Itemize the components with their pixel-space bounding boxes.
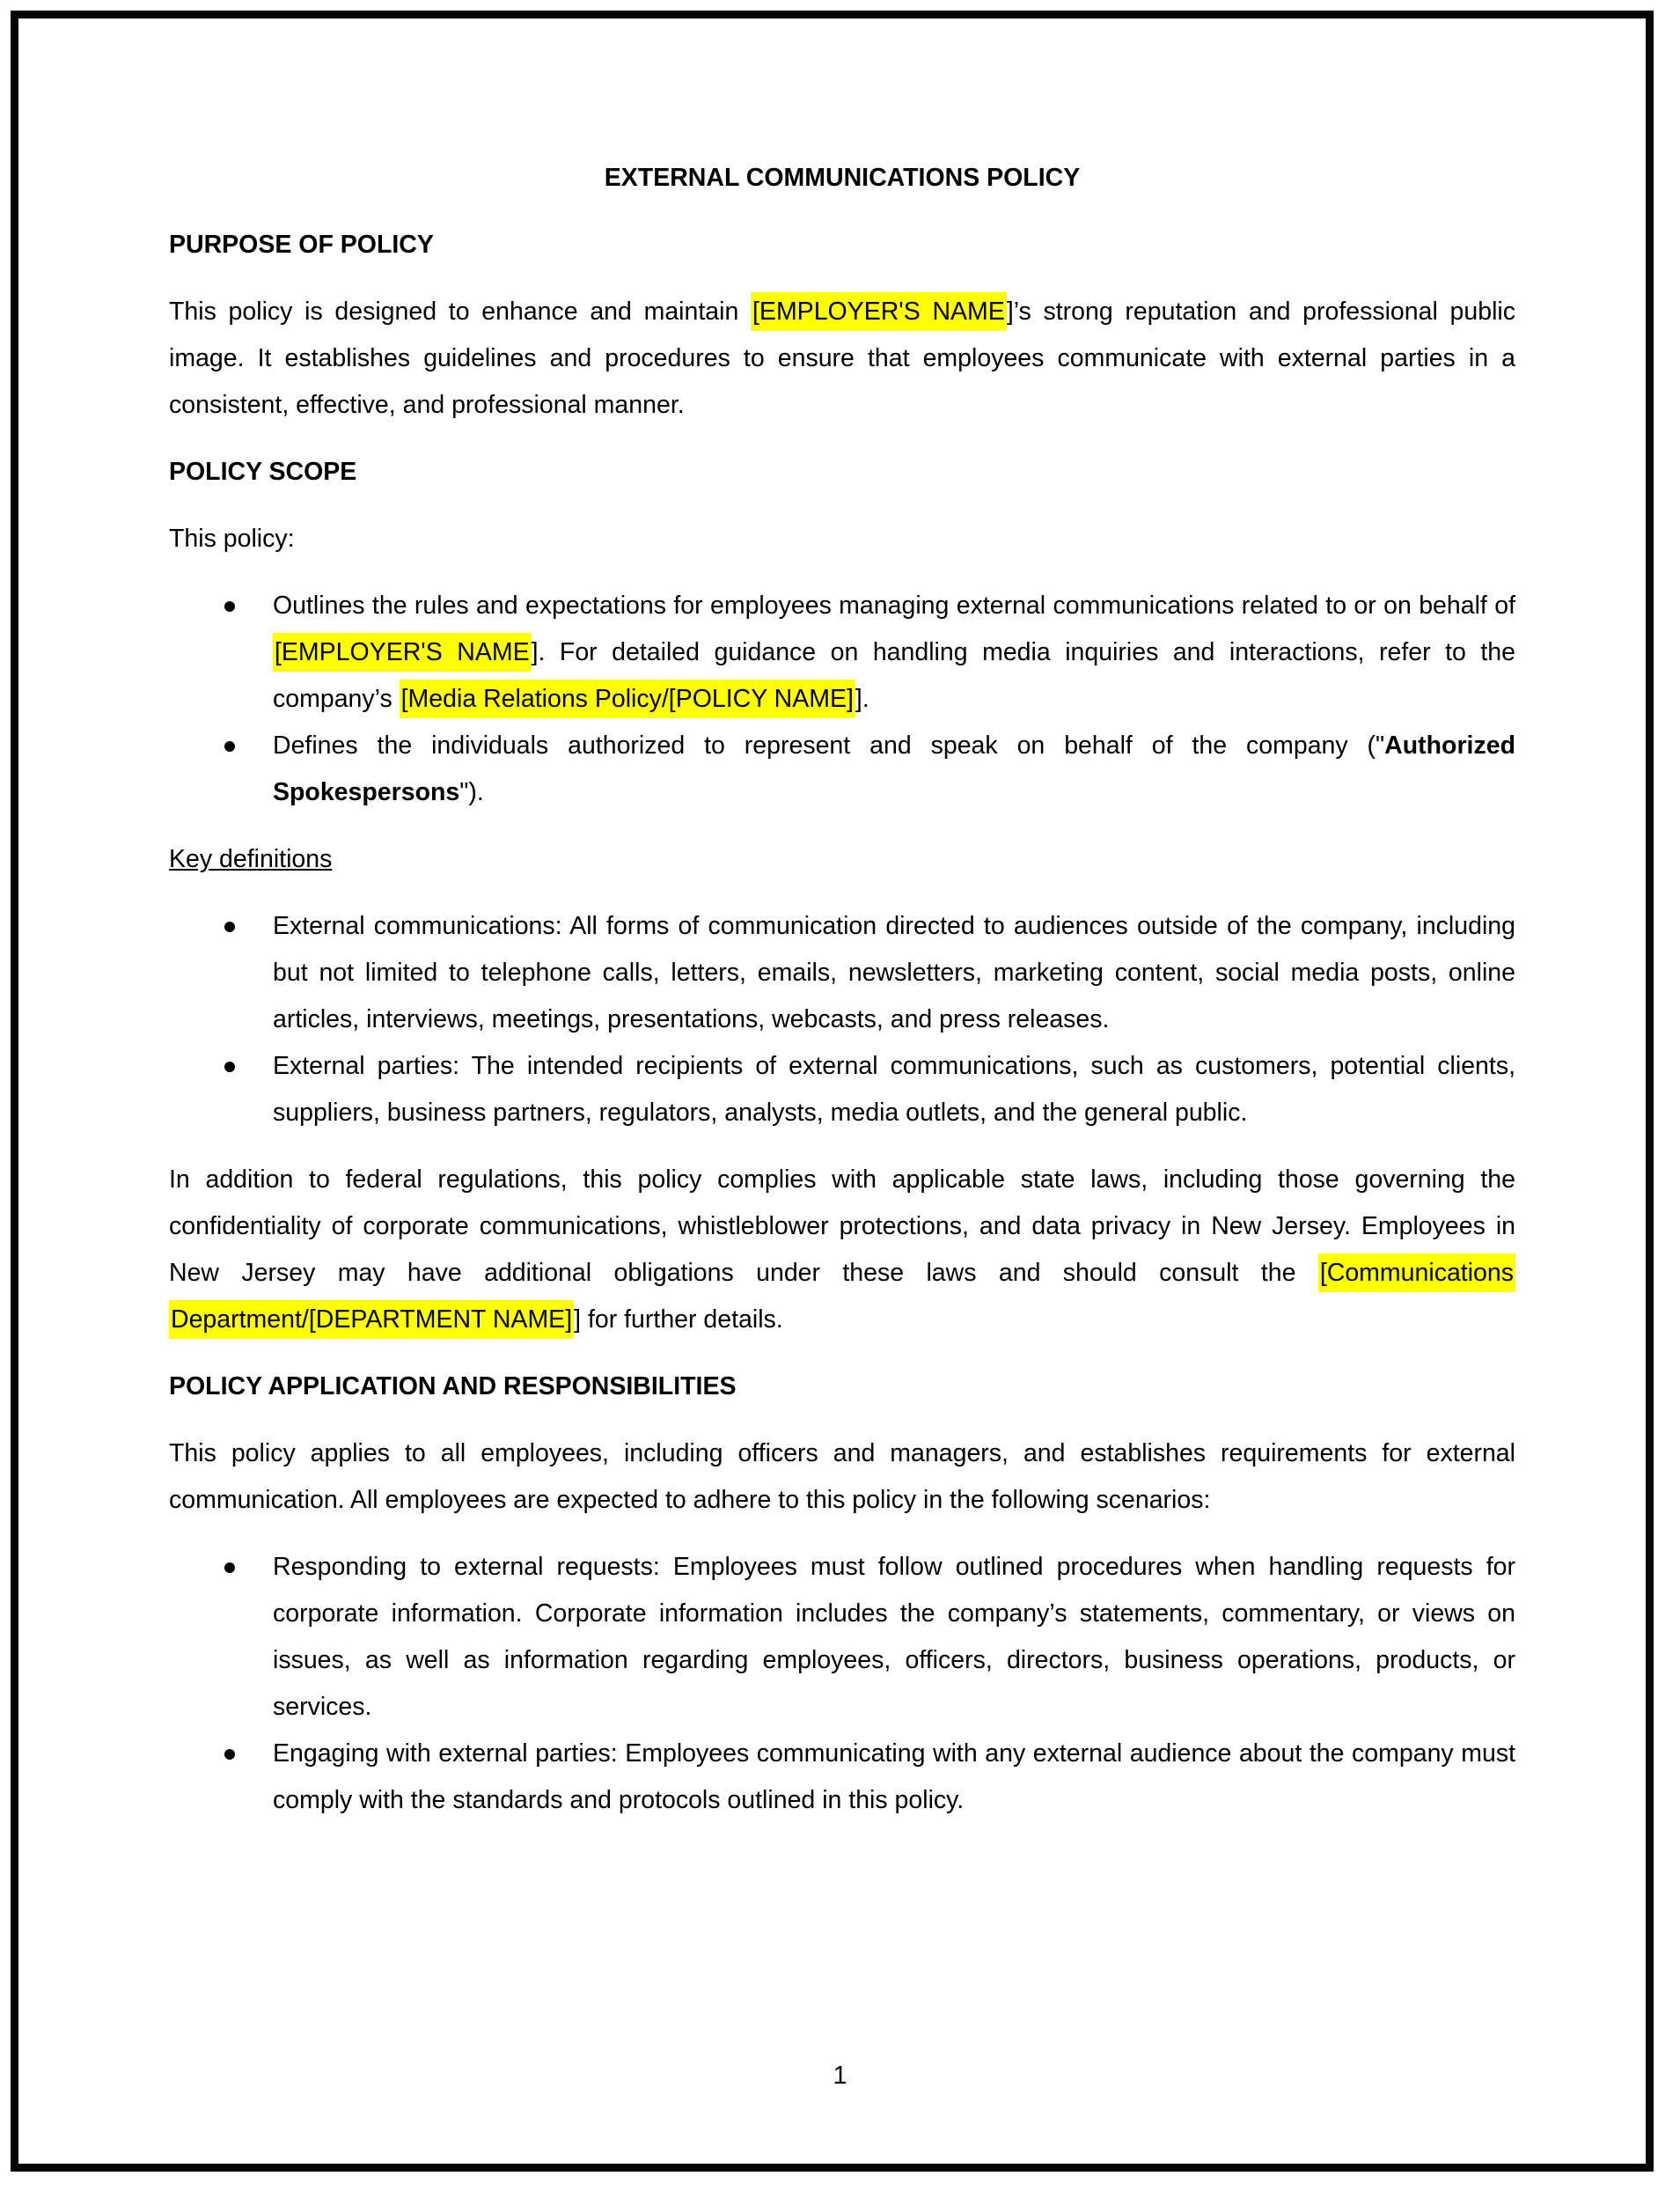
list-item-text: Outlines the rules and expectations for employees managing external communications related to or on behalf of [EMPLOYER'S NAME]. For detailed guidance on handling media inquiries and interactions, refer to the company’s [Media Relations Policy/[POLICY NAME]]. xyxy=(273,592,1515,718)
page-number: 1 xyxy=(833,2062,847,2090)
bullet-icon xyxy=(224,922,235,932)
application-intro: This policy applies to all employees, including officers and managers, and establishes requirements for external communication. All employees are expected to adhere to this policy in the following scenarios: xyxy=(169,1439,1515,1514)
list-item-text: Responding to external requests: Employees must follow outlined procedures when handling requests for corporate information. Corporate information includes the company’s statements, commentary, or views on issues, as well as information regarding employees, officers, directors, business operations, products, or services. xyxy=(273,1553,1515,1721)
bullet-icon xyxy=(224,601,235,612)
application-bullet-list xyxy=(169,1544,1515,1824)
bullet-icon xyxy=(224,1062,235,1072)
list-item-text: External parties: The intended recipients of external communications, such as customers, potential clients, suppliers, business partners, regulators, analysts, media outlets, and the general public. xyxy=(273,1052,1515,1127)
bullet-icon xyxy=(224,1562,235,1573)
purpose-paragraph: This policy is designed to enhance and maintain [EMPLOYER'S NAME]’s strong reputation and professional public image. It establishes guidelines and procedures to ensure that employees communicate with external parties in a consistent, effective, and professional manner. xyxy=(169,289,1515,429)
document-title: EXTERNAL COMMUNICATIONS POLICY xyxy=(604,164,1081,192)
list-item xyxy=(169,1731,1515,1824)
heading-key-definitions: Key definitions xyxy=(169,845,333,873)
key-definitions-bullet-list xyxy=(169,903,1515,1136)
heading-policy-application: POLICY APPLICATION AND RESPONSIBILITIES xyxy=(169,1372,737,1400)
scope-intro: This policy: xyxy=(169,525,295,553)
list-item xyxy=(169,723,1515,816)
list-item xyxy=(169,903,1515,1043)
heading-purpose-of-policy: PURPOSE OF POLICY xyxy=(169,231,434,259)
list-item xyxy=(169,1544,1515,1731)
list-item-text: Defines the individuals authorized to represent and speak on behalf of the company ("Authorized Spokespersons"). xyxy=(273,731,1515,806)
document-body xyxy=(169,0,1515,1824)
list-item xyxy=(169,583,1515,723)
scope-bullet-list xyxy=(169,583,1515,816)
bullet-icon xyxy=(224,741,235,752)
list-item-text: Engaging with external parties: Employees communicating with any external audience about the company must comply with the standards and protocols outlined in this policy. xyxy=(273,1739,1515,1814)
list-item xyxy=(169,1043,1515,1136)
bullet-icon xyxy=(224,1749,235,1760)
list-item-text: External communications: All forms of communication directed to audiences outside of the company, including but not limited to telephone calls, letters, emails, newsletters, marketing content, social media posts, online articles, interviews, meetings, presentations, webcasts, and press releases. xyxy=(273,912,1515,1033)
heading-policy-scope: POLICY SCOPE xyxy=(169,458,357,486)
state-law-paragraph: In addition to federal regulations, this policy complies with applicable state laws, including those governing the confidentiality of corporate communications, whistleblower protections, and data privacy in New Jersey. Employees in New Jersey may have additional obligations under these laws and should consult the [Communications Department/[DEPARTMENT NAME]] for further details. xyxy=(169,1157,1515,1343)
